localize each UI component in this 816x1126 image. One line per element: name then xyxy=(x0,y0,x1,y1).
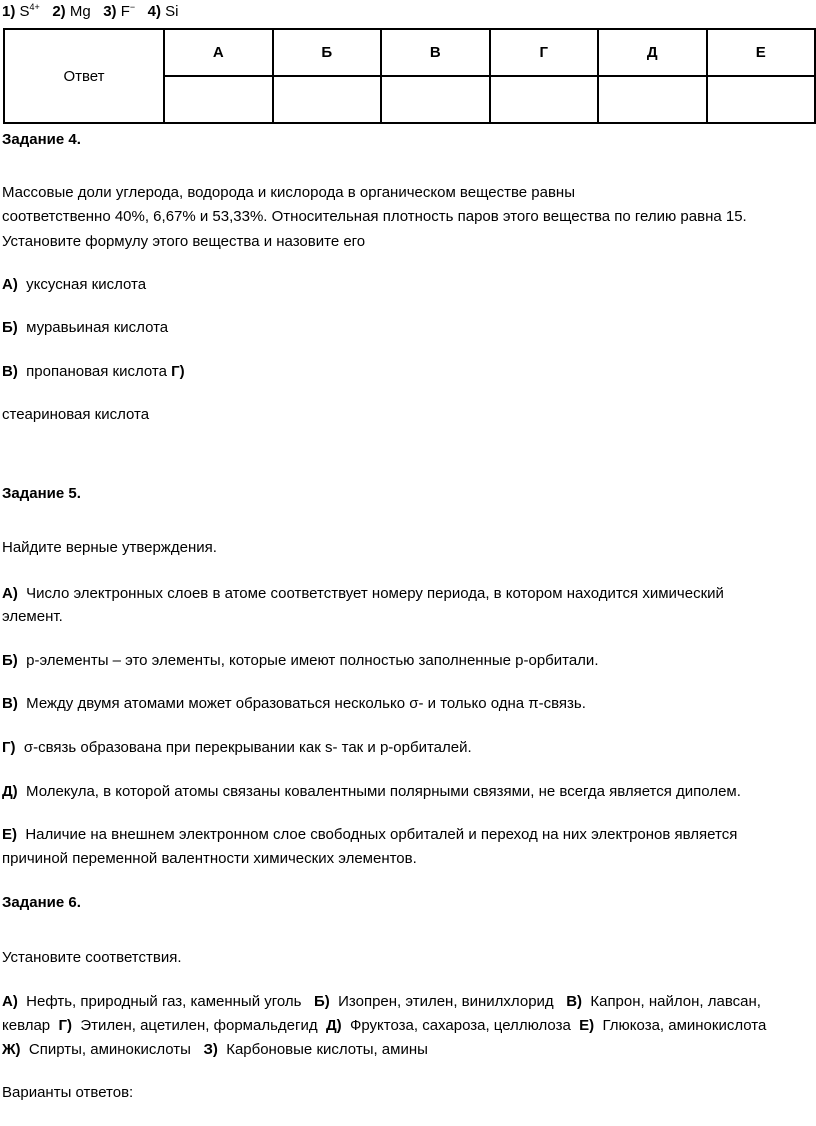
task5-item-e-cont: причиной переменной валентности химических элементов. xyxy=(2,850,417,867)
task5-item-a-text: Число электронных слоев в атоме соответствует номеру периода, в котором находится химический xyxy=(26,585,724,602)
task4-option-b-text: муравьиная кислота xyxy=(26,319,169,336)
task5-item-e-label: Е) xyxy=(2,826,17,843)
task5-title: Задание 5. xyxy=(2,485,81,502)
task5-item-g-label: Г) xyxy=(2,739,16,756)
task5-item-g-text: σ-связь образована при перекрывании как s- так и р-орбиталей. xyxy=(23,739,472,756)
task6-z-label: З) xyxy=(203,1041,218,1058)
option-3-num: 3) xyxy=(103,3,117,20)
task5-item-b-text: р-элементы – это элементы, которые имеют полностью заполненные р-орбитали. xyxy=(26,652,599,669)
task4-option-v-label: В) xyxy=(2,363,18,380)
answer-cell-b[interactable] xyxy=(273,76,382,123)
task5-item-b-label: Б) xyxy=(2,652,18,669)
answer-header-e: Е xyxy=(707,29,816,76)
option-3-sup: − xyxy=(129,2,136,12)
task4-option-b-label: Б) xyxy=(2,319,18,336)
task6-line-1 xyxy=(2,993,761,1010)
option-4-base: Si xyxy=(165,3,179,20)
task5-item-e xyxy=(2,826,737,843)
task6-prompt: Установите соответствия. xyxy=(2,949,182,966)
answer-cell-a[interactable] xyxy=(164,76,273,123)
task4-option-b xyxy=(2,319,168,336)
task5-item-a-cont: элемент. xyxy=(2,608,63,625)
task6-v-text-cont: кевлар xyxy=(2,1017,51,1034)
task4-text-line-3: Установите формулу этого вещества и назовите его xyxy=(2,233,366,250)
answer-header-d: Д xyxy=(598,29,707,76)
task6-b-label: Б) xyxy=(314,993,330,1010)
task6-line-3 xyxy=(2,1041,428,1058)
task5-item-d-text: Молекула, в которой атомы связаны ковалентными полярными связями, не всегда является диполем. xyxy=(26,783,741,800)
task6-z-text: Карбоновые кислоты, амины xyxy=(226,1041,428,1058)
task5-item-v-text: Между двумя атомами может образоваться несколько σ- и только одна π-связь. xyxy=(26,695,586,712)
option-1-base: S xyxy=(19,3,30,20)
task6-zh-text: Спирты, аминокислоты xyxy=(28,1041,191,1058)
task6-g-label: Г) xyxy=(58,1017,72,1034)
task5-prompt: Найдите верные утверждения. xyxy=(2,539,217,556)
option-2-base: Mg xyxy=(69,3,91,20)
task6-b-text: Изопрен, этилен, винилхлорид xyxy=(338,993,554,1010)
task5-item-v xyxy=(2,695,586,712)
answer-cell-g[interactable] xyxy=(490,76,599,123)
option-2-num: 2) xyxy=(52,3,66,20)
answer-table xyxy=(3,28,816,124)
task6-line-2 xyxy=(2,1017,766,1034)
answer-cell-v[interactable] xyxy=(381,76,490,123)
task4-option-g-label: Г) xyxy=(171,363,185,380)
task6-a-text: Нефть, природный газ, каменный уголь xyxy=(26,993,302,1010)
answer-cell-d[interactable] xyxy=(598,76,707,123)
task4-option-v xyxy=(2,363,185,380)
task5-item-v-label: В) xyxy=(2,695,18,712)
option-4-num: 4) xyxy=(147,3,161,20)
task6-g-text: Этилен, ацетилен, формальдегид xyxy=(80,1017,318,1034)
answer-header-g: Г xyxy=(490,29,599,76)
task5-item-g xyxy=(2,739,472,756)
task4-option-a-label: А) xyxy=(2,276,18,293)
answer-header-b: Б xyxy=(273,29,382,76)
answer-row-label: Ответ xyxy=(4,29,164,123)
task4-title: Задание 4. xyxy=(2,131,81,148)
task6-v-text: Капрон, найлон, лавсан, xyxy=(590,993,761,1010)
task5-item-d xyxy=(2,783,741,800)
task4-option-v-text: пропановая кислота xyxy=(26,363,167,380)
task5-item-d-label: Д) xyxy=(2,783,18,800)
task6-e-label: Е) xyxy=(579,1017,595,1034)
answer-cell-e[interactable] xyxy=(707,76,816,123)
task5-item-b xyxy=(2,652,598,669)
task4-text-line-2: соответственно 40%, 6,67% и 53,33%. Относительная плотность паров этого вещества по гелию равна 15. xyxy=(2,208,747,225)
task6-title: Задание 6. xyxy=(2,894,81,911)
task6-zh-label: Ж) xyxy=(2,1041,21,1058)
task5-item-a-label: А) xyxy=(2,585,18,602)
task6-d-label: Д) xyxy=(325,1017,342,1034)
task4-option-g-text: стеариновая кислота xyxy=(2,406,150,423)
task4-option-a xyxy=(2,276,146,293)
task6-v-label: В) xyxy=(566,993,583,1010)
task5-item-e-text: Наличие на внешнем электронном слое свободных орбиталей и переход на них электронов является xyxy=(25,826,738,843)
task6-e-text: Глюкоза, аминокислота xyxy=(602,1017,767,1034)
task5-item-a xyxy=(2,585,724,602)
option-1-num: 1) xyxy=(2,3,16,20)
task6-footer: Варианты ответов: xyxy=(2,1084,134,1101)
task6-d-text: Фруктоза, сахароза, целлюлоза xyxy=(349,1017,571,1034)
answer-header-v: В xyxy=(381,29,490,76)
option-1-sup: 4+ xyxy=(29,2,40,12)
option-3-base: F xyxy=(120,3,130,20)
answer-header-a: А xyxy=(164,29,273,76)
task6-a-label: А) xyxy=(2,993,18,1010)
top-options-line xyxy=(2,2,179,20)
task4-text-line-1: Массовые доли углерода, водорода и кислорода в органическом веществе равны xyxy=(2,184,575,201)
task4-option-a-text: уксусная кислота xyxy=(26,276,147,293)
